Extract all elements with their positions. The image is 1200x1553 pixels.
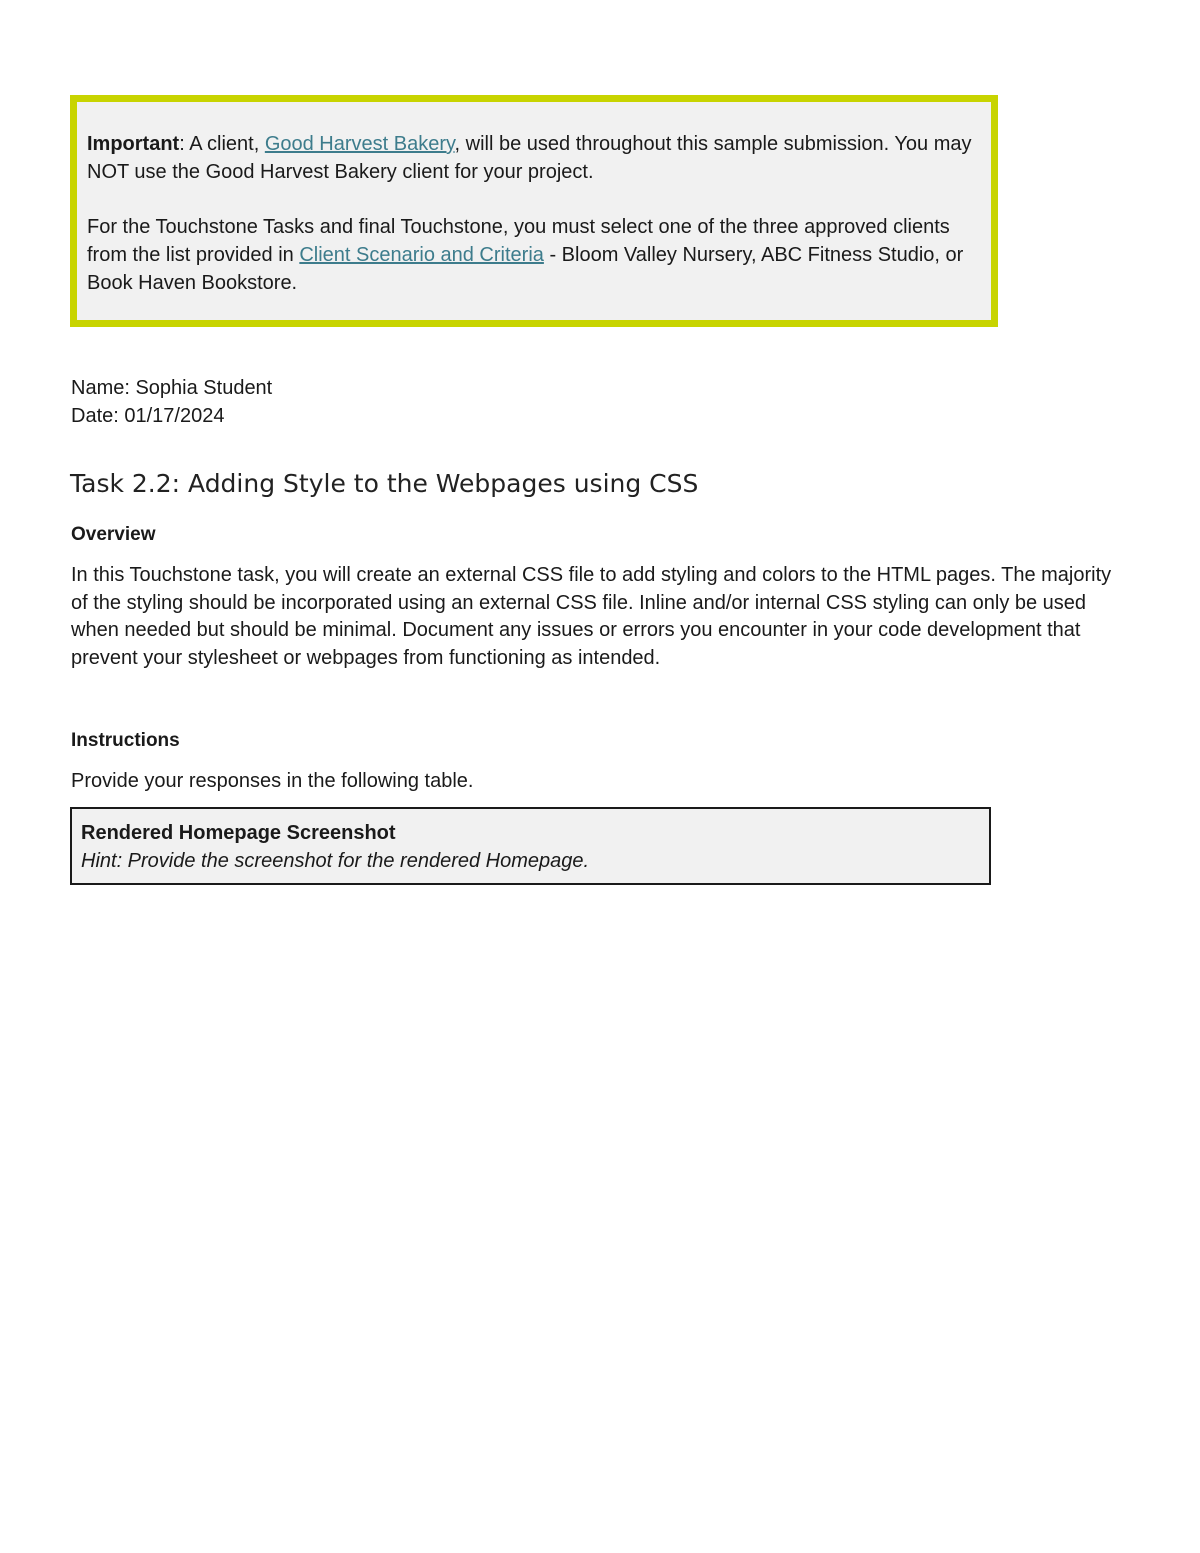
response-table — [70, 807, 991, 885]
important-callout — [70, 95, 998, 327]
instructions-heading: Instructions — [71, 730, 180, 751]
submission-date: Date: 01/17/2024 — [71, 405, 225, 427]
good-harvest-bakery-link[interactable]: Good Harvest Bakery — [264, 133, 455, 155]
overview-text: In this Touchstone task, you will create an external CSS file to add styling and colors to the HTML pages. The majority of the styling should be incorporated using an external CSS file. Inline and/or internal CSS styling can only be used when needed but should be minimal. Document any issues or errors you encounter in your code development that prevent your stylesheet or webpages from functioning as intended. — [71, 564, 1112, 669]
task-title: Task 2.2: Adding Style to the Webpages using CSS — [70, 469, 699, 498]
important-label: Important — [87, 133, 180, 155]
response-table-hint: Hint: Provide the screenshot for the rendered Homepage. — [81, 850, 590, 872]
callout-line1-post: , will be used throughout this sample submission. You may NOT use the Good Harvest Bakery client for your project. — [87, 133, 972, 183]
student-name: Name: Sophia Student — [71, 377, 273, 399]
callout-para2-pre: For the Touchstone Tasks and final Touchstone, you must select one of the three approved clients from the list provided in — [87, 216, 950, 266]
overview-heading: Overview — [71, 524, 156, 545]
callout-line1-pre: : A client, — [179, 133, 265, 155]
callout-paragraph-important — [87, 130, 977, 186]
student-info — [71, 374, 272, 430]
client-scenario-link[interactable]: Client Scenario and Criteria — [299, 244, 544, 266]
instructions-text: Provide your responses in the following table. — [71, 770, 474, 792]
callout-para2-post: - Bloom Valley Nursery, ABC Fitness Studio, or Book Haven Bookstore. — [87, 244, 964, 294]
response-table-title: Rendered Homepage Screenshot — [81, 822, 396, 844]
callout-paragraph-clients — [87, 213, 977, 297]
